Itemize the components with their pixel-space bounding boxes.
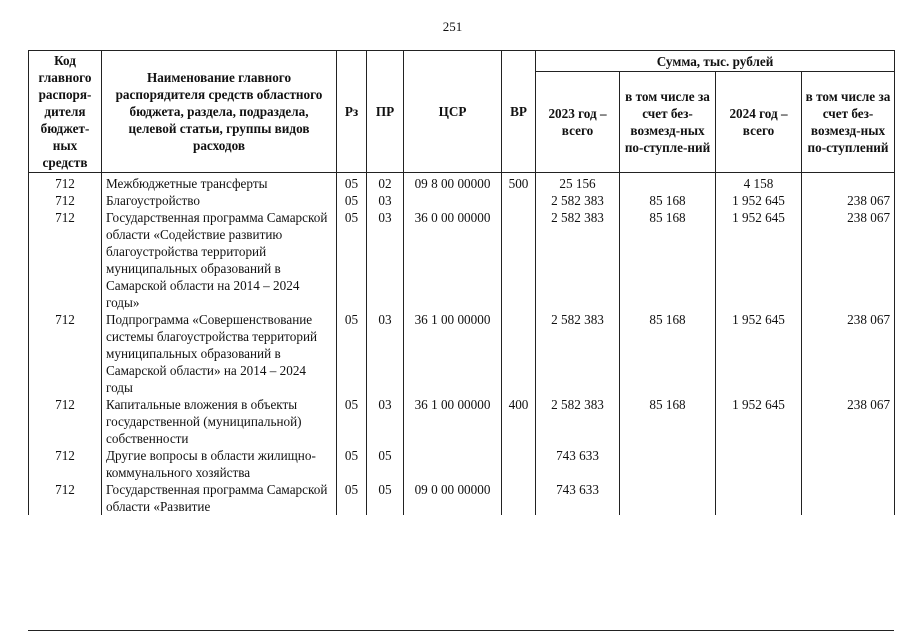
cell-name: Капитальные вложения в объекты государственной (муниципальной) собственности bbox=[102, 396, 337, 447]
cell-2023-grants bbox=[620, 447, 716, 481]
cell-2024-grants bbox=[802, 173, 895, 193]
cell-rz: 05 bbox=[337, 447, 367, 481]
cell-2024-total: 1 952 645 bbox=[716, 192, 802, 209]
cell-vr bbox=[502, 447, 536, 481]
table-body bbox=[29, 173, 895, 516]
cell-code: 712 bbox=[29, 209, 102, 311]
cell-code: 712 bbox=[29, 481, 102, 515]
cell-2023-grants: 85 168 bbox=[620, 192, 716, 209]
table-header bbox=[29, 51, 895, 173]
table-row bbox=[29, 173, 895, 193]
cell-2023-total: 2 582 383 bbox=[536, 311, 620, 396]
cell-csr bbox=[404, 192, 502, 209]
cell-2024-grants: 238 067 bbox=[802, 396, 895, 447]
cell-pr: 03 bbox=[367, 311, 404, 396]
cell-vr: 500 bbox=[502, 173, 536, 193]
cell-name: Государственная программа Самарской области «Содействие развитию благоустройства территорий муниципальных образований в Самарской области на 2014 – 2024 годы» bbox=[102, 209, 337, 311]
cell-2023-total: 2 582 383 bbox=[536, 209, 620, 311]
header-sum-group: Сумма, тыс. рублей bbox=[536, 51, 895, 72]
cell-2024-grants: 238 067 bbox=[802, 192, 895, 209]
cell-vr bbox=[502, 311, 536, 396]
header-2023-total: 2023 год – всего bbox=[536, 72, 620, 173]
table-row bbox=[29, 481, 895, 515]
header-vr: ВР bbox=[502, 51, 536, 173]
cell-name: Благоустройство bbox=[102, 192, 337, 209]
cell-2024-total: 1 952 645 bbox=[716, 396, 802, 447]
cell-code: 712 bbox=[29, 396, 102, 447]
cell-2023-total: 2 582 383 bbox=[536, 192, 620, 209]
cell-rz: 05 bbox=[337, 481, 367, 515]
cell-csr bbox=[404, 447, 502, 481]
cell-2024-total bbox=[716, 447, 802, 481]
cell-2023-grants: 85 168 bbox=[620, 209, 716, 311]
cell-2024-grants bbox=[802, 481, 895, 515]
cell-2023-total: 743 633 bbox=[536, 447, 620, 481]
cell-rz: 05 bbox=[337, 173, 367, 193]
cell-name: Государственная программа Самарской области «Развитие bbox=[102, 481, 337, 515]
cell-2023-grants: 85 168 bbox=[620, 311, 716, 396]
cell-code: 712 bbox=[29, 311, 102, 396]
cell-name: Подпрограмма «Совершенствование системы благоустройства территорий муниципальных образований в Самарской области» на 2014 – 2024 годы bbox=[102, 311, 337, 396]
cell-2024-total: 1 952 645 bbox=[716, 311, 802, 396]
table-bottom-edge bbox=[28, 630, 894, 631]
header-rz: Рз bbox=[337, 51, 367, 173]
cell-2023-grants bbox=[620, 481, 716, 515]
cell-2024-grants bbox=[802, 447, 895, 481]
table-row bbox=[29, 209, 895, 311]
header-name: Наименование главного распорядителя средств областного бюджета, раздела, подраздела, целевой статьи, группы видов расходов bbox=[102, 51, 337, 173]
table-row bbox=[29, 447, 895, 481]
header-code: Код главного распоря-дителя бюджет-ных средств bbox=[29, 51, 102, 173]
cell-rz: 05 bbox=[337, 311, 367, 396]
cell-vr: 400 bbox=[502, 396, 536, 447]
cell-vr bbox=[502, 481, 536, 515]
cell-pr: 03 bbox=[367, 209, 404, 311]
cell-code: 712 bbox=[29, 192, 102, 209]
cell-pr: 02 bbox=[367, 173, 404, 193]
header-pr: ПР bbox=[367, 51, 404, 173]
cell-2023-total: 25 156 bbox=[536, 173, 620, 193]
header-csr: ЦСР bbox=[404, 51, 502, 173]
cell-pr: 05 bbox=[367, 481, 404, 515]
cell-2024-total: 4 158 bbox=[716, 173, 802, 193]
cell-code: 712 bbox=[29, 173, 102, 193]
cell-2023-grants: 85 168 bbox=[620, 396, 716, 447]
cell-rz: 05 bbox=[337, 192, 367, 209]
cell-csr: 36 1 00 00000 bbox=[404, 311, 502, 396]
table-row bbox=[29, 311, 895, 396]
cell-csr: 09 0 00 00000 bbox=[404, 481, 502, 515]
header-2024-grants: в том числе за счет без-возмезд-ных по-ступлений bbox=[802, 72, 895, 173]
page-number: 251 bbox=[442, 19, 463, 34]
cell-rz: 05 bbox=[337, 396, 367, 447]
cell-csr: 36 0 00 00000 bbox=[404, 209, 502, 311]
cell-name: Межбюджетные трансферты bbox=[102, 173, 337, 193]
budget-table bbox=[28, 50, 895, 515]
cell-csr: 09 8 00 00000 bbox=[404, 173, 502, 193]
cell-name: Другие вопросы в области жилищно-коммунального хозяйства bbox=[102, 447, 337, 481]
header-2024-total: 2024 год – всего bbox=[716, 72, 802, 173]
cell-2023-grants bbox=[620, 173, 716, 193]
cell-csr: 36 1 00 00000 bbox=[404, 396, 502, 447]
cell-vr bbox=[502, 209, 536, 311]
cell-pr: 03 bbox=[367, 396, 404, 447]
cell-2024-total bbox=[716, 481, 802, 515]
table-row bbox=[29, 192, 895, 209]
cell-2024-grants: 238 067 bbox=[802, 209, 895, 311]
cell-2024-total: 1 952 645 bbox=[716, 209, 802, 311]
cell-vr bbox=[502, 192, 536, 209]
cell-2023-total: 2 582 383 bbox=[536, 396, 620, 447]
cell-2023-total: 743 633 bbox=[536, 481, 620, 515]
cell-2024-grants: 238 067 bbox=[802, 311, 895, 396]
cell-rz: 05 bbox=[337, 209, 367, 311]
cell-pr: 03 bbox=[367, 192, 404, 209]
cell-pr: 05 bbox=[367, 447, 404, 481]
cell-code: 712 bbox=[29, 447, 102, 481]
header-2023-grants: в том числе за счет без-возмезд-ных по-ступле-ний bbox=[620, 72, 716, 173]
table-row bbox=[29, 396, 895, 447]
